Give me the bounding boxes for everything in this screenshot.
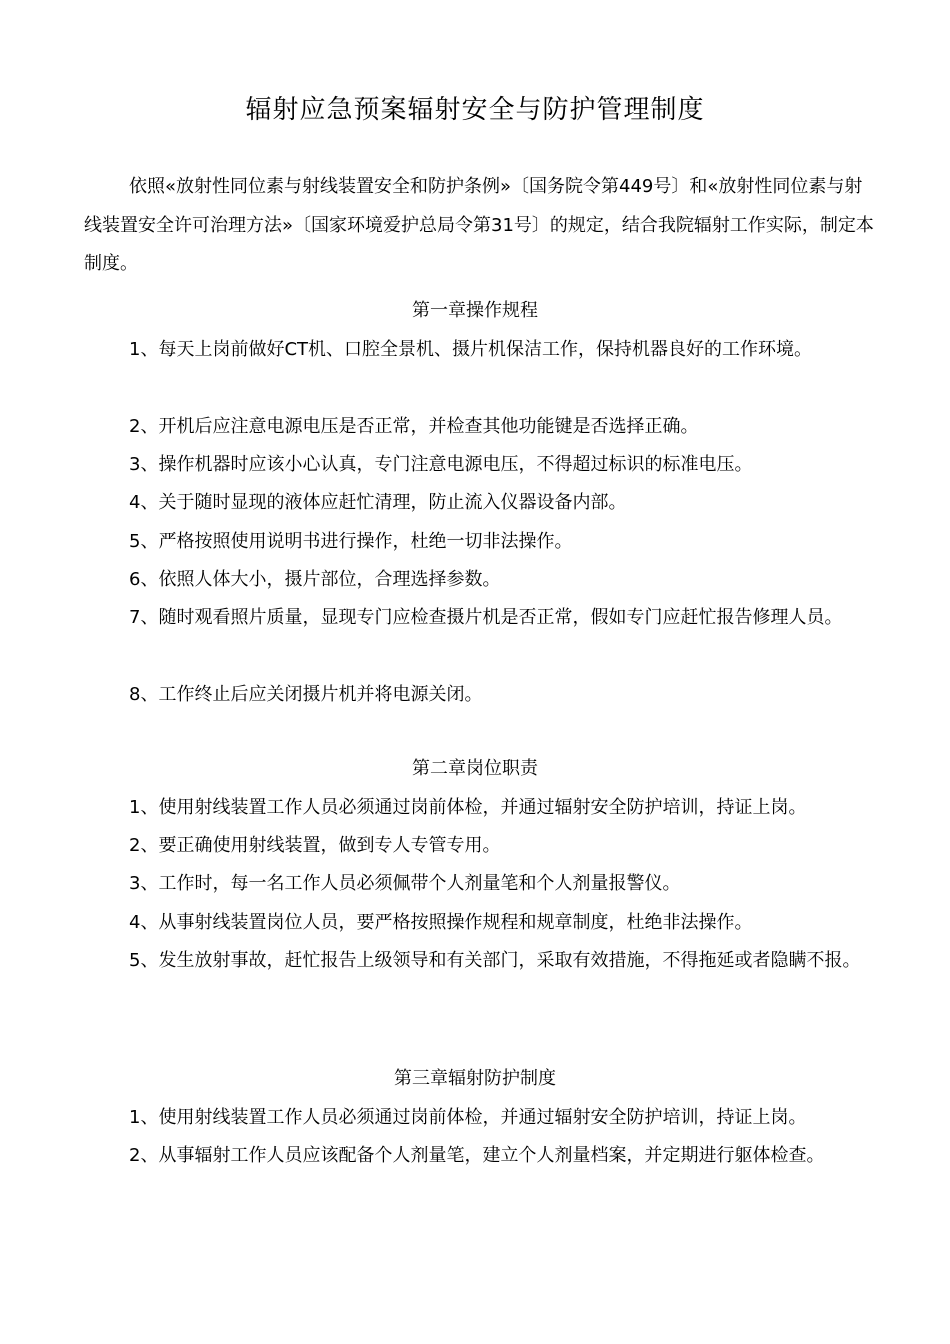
chapter-1-item-1: 1、每天上岗前做好CT机、口腔全景机、摄片机保洁工作，保持机器良好的工作环境。 [129,339,813,360]
chapter-2-item-3: 3、工作时，每一名工作人员必须佩带个人剂量笔和个人剂量报警仪。 [129,873,681,894]
chapter-2-item-1: 1、使用射线装置工作人员必须通过岗前体检，并通过辐射安全防护培训，持证上岗。 [129,797,807,818]
chapter-2-item-2: 2、要正确使用射线装置，做到专人专管专用。 [129,835,501,856]
chapter-3-item-2: 2、从事辐射工作人员应该配备个人剂量笔，建立个人剂量档案，并定期进行躯体检查。 [129,1145,825,1166]
chapter-1-item-7: 7、随时观看照片质量，显现专门应检查摄片机是否正常，假如专门应赶忙报告修理人员。 [129,607,843,628]
chapter-1-item-5: 5、严格按照使用说明书进行操作，杜绝一切非法操作。 [129,531,573,552]
chapter-1-item-2: 2、开机后应注意电源电压是否正常，并检查其他功能键是否选择正确。 [129,416,699,437]
chapter-1-heading: 第一章操作规程 [412,300,538,321]
intro-paragraph: 依照«放射性同位素与射线装置安全和防护条例»〔国务院令第449号〕和«放射性同位素与射线装置安全许可治理方法»〔国家环境爱护总局令第31号〕的规定，结合我院辐射工作实际，制定本制度。 [84,176,874,274]
chapter-2-item-4: 4、从事射线装置岗位人员，要严格按照操作规程和规章制度，杜绝非法操作。 [129,912,753,933]
chapter-3-heading: 第三章辐射防护制度 [394,1068,556,1089]
chapter-2-item-5: 5、发生放射事故，赶忙报告上级领导和有关部门，采取有效措施，不得拖延或者隐瞒不报。 [129,950,861,971]
chapter-3-item-1: 1、使用射线装置工作人员必须通过岗前体检，并通过辐射安全防护培训，持证上岗。 [129,1107,807,1128]
document-title: 辐射应急预案辐射安全与防护管理制度 [245,95,705,125]
chapter-1-item-6: 6、依照人体大小，摄片部位，合理选择参数。 [129,569,501,590]
chapter-1-item-4: 4、关于随时显现的液体应赶忙清理，防止流入仪器设备内部。 [129,492,627,513]
chapter-2-heading: 第二章岗位职责 [412,758,538,779]
chapter-1-item-3: 3、操作机器时应该小心认真，专门注意电源电压，不得超过标识的标准电压。 [129,454,753,475]
chapter-1-item-8: 8、工作终止后应关闭摄片机并将电源关闭。 [129,684,483,705]
